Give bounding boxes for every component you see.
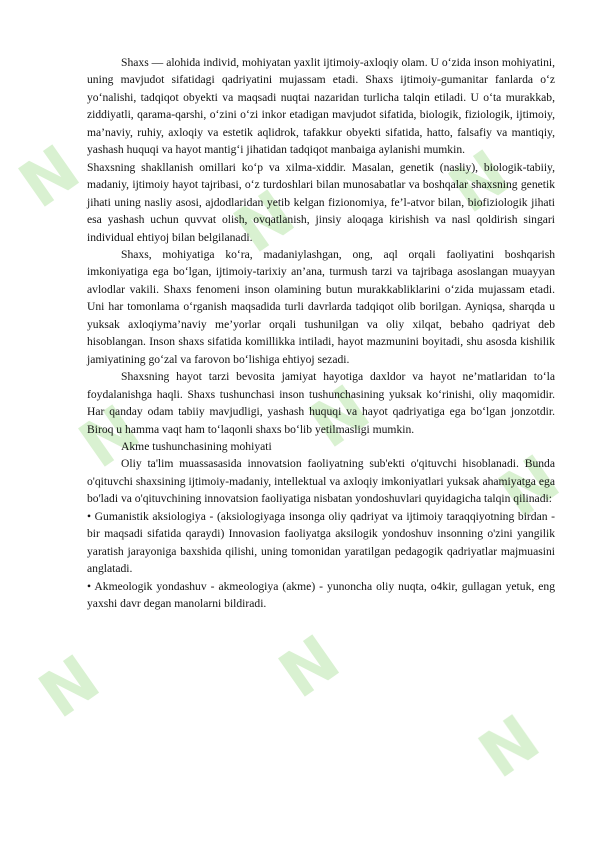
paragraph-lifestyle: Shaxsning hayot tarzi bevosita jamiyat hayotiga daxldor va hayot ne’matlaridan to‘la foydalanishga haqli. Shaxs tushunchasi inson tushunchasining yuksak ko‘rinishi, oliy maqomidir. Har qanday odam tabiiy mavjudligi, yashash huquqi va hayot qadriyatiga ega bo‘lgan jonzotdir. Biroq u hamma vaqt ham to‘laqonli shaxs bo‘lib yetilmasligi mumkin.	[87, 370, 555, 436]
watermark-glyph: N	[466, 701, 554, 794]
watermark-glyph: N	[436, 136, 524, 229]
watermark-glyph: N	[486, 441, 574, 534]
watermark-glyph: N	[266, 621, 354, 714]
watermark-glyph: N	[296, 371, 384, 464]
paragraph-teacher-subject: Oliy ta'lim muassasasida innovatsion faoliyatning sub'ekti o'qituvchi hisoblanadi. Bunda o'qituvchi shaxsining ijtimoiy-madaniy, intellektual va axloqiy imkoniyatlari yuksak ahamiyatga ega bo'ladi va o'qituvchining innovatsion faoliyatiga nisbatan yondoshuvlari quyidagicha talqin qilinadi:	[87, 457, 555, 506]
watermark-glyph: N	[66, 391, 154, 484]
paragraph-formation-factors: Shaxsning shakllanish omillari ko‘p va xilma-xiddir. Masalan, genetik (nasliy), biologik-tabiiy, madaniy, ijtimoiy hayot tajribasi, o‘z turdoshlari bilan munosabatlar va boshqalar shaxsning genetik jihati uning nasliy asosi, ajdodlaridan yetib kelgan fizionomiya, fe’l-atvor bilan, biofiziologik jihati esa yashash uchun quvvat olish, ovqatlanish, jinsiy aloqaga kirishish va nasl qoldirish singari individual ehtiyoj bilan belgilanadi.	[87, 160, 555, 244]
watermark-glyph: N	[6, 131, 94, 224]
document-body	[87, 54, 555, 613]
paragraph-shaxs-definition: Shaxs — alohida individ, mohiyatan yaxlit ijtimoiy-axloqiy olam. U o‘zida inson mohiyatini, uning mavjudot sifatidagi qadriyatini mujassam etadi. Shaxs ijtimoiy-gumanitar fanlarda o‘z yo‘nalishi, tadqiqot obyekti va maqsadi nuqtai nazaridan turlicha talqin etiladi. U o‘ta murakkab, ziddiyatli, qarama-qarshi, o‘zini o‘zi inkor etadigan mavjudot sifatida, biologik, fiziologik, ijtimoiy, ma’naviy, ruhiy, axloqiy va estetik aqlidrok, tafakkur obyekti sifatida, hatto, falsafiy va mantiqiy, yashash huquqi va hayot mantig‘i jihatidan tadqiqot manbaiga aylanishi mumkin.	[87, 56, 555, 157]
paragraph-shaxs-essence: Shaxs, mohiyatiga ko‘ra, madaniylashgan, ong, aql orqali faoliyatini boshqarish imkoniyatiga ega bo‘lgan, ijtimoiy-tarixiy an’ana, turmush tarzi va tajribaga asoslangan muayyan avlodlar vakili. Shaxs fenomeni inson olamining butun murakkabliklarini o‘zida mujassam etadi. Uni har tomonlama o‘rganish maqsadida turli davrlarda tadqiqot olib borilgan. Ayniqsa, sharqda u yuksak axloqiyma’naviy me’yorlar orqali tushunilgan va oliy xilqat, bebaho qadriyat deb hisoblangan. Inson shaxs sifatida komillikka intiladi, hayot mazmunini boyitadi, shu asosda kishilik jamiyatining go‘zal va farovon bo‘lishiga ehtiyoj sezadi.	[87, 247, 555, 366]
section-heading-akme: Akme tushunchasining mohiyati	[121, 439, 272, 453]
bullet-humanistic-axiology: • Gumanistik aksiologiya - (aksiologiyaga insonga oliy qadriyat va ijtimoiy taraqqiyotning birdan -bir maqsadi sifatida qaraydi) Innovasion faoliyatga aksilogik yondoshuv insonning o'zini yangilik yaratish jarayoniga baxshida qilishi, uning tomonidan yaratilgan pedagogik qadriyatlar majmuasini anglatadi.	[87, 509, 555, 576]
bullet-acmeological-approach: • Akmeologik yondashuv - akmeologiya (akme) - yunoncha oliy nuqta, o4kir, gullagan yetuk, eng yaxshi davr degan manolarni bildiradi.	[87, 579, 555, 611]
watermark-glyph: N	[221, 176, 309, 269]
watermark-glyph: N	[26, 641, 114, 734]
